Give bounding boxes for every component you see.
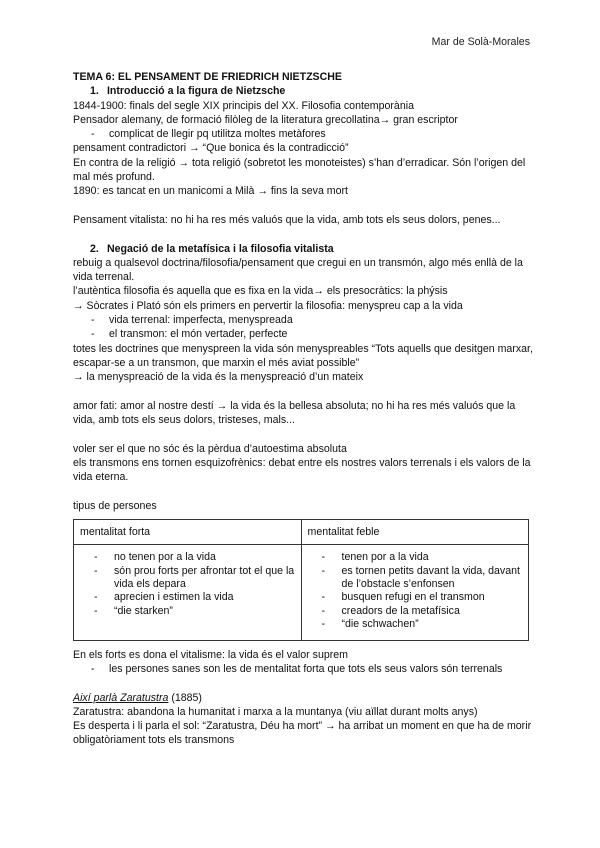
s1-bullet-1 bbox=[73, 127, 533, 141]
section-1-heading bbox=[73, 84, 533, 98]
list-item: - “die schwachen” bbox=[321, 618, 419, 631]
after-line-2: Zaratustra: abandona la humanitat i marxa a la muntanya (viu aïllat durant molts anys) bbox=[73, 705, 478, 718]
after-bullet-1-text: les persones sanes son les de mentalitat forta que tots els seus valors són terrenals bbox=[109, 662, 503, 675]
s1-line-6: Pensament vitalista: no hi ha res més valuós que la vida, amb tots els seus dolors, penes... bbox=[73, 213, 501, 226]
book-line bbox=[73, 691, 533, 705]
table-cell-strong bbox=[74, 545, 302, 640]
after-line-1: En els forts es dona el vitalisme: la vida és el valor suprem bbox=[73, 648, 348, 661]
s2-bullet-1-text: vida terrenal: imperfecta, menyspreada bbox=[109, 314, 293, 327]
book-title: Així parlà Zaratustra bbox=[73, 691, 169, 704]
mentality-table bbox=[73, 519, 529, 640]
s2-line-9: tipus de persones bbox=[73, 499, 157, 512]
section-2-number: 2. bbox=[90, 242, 99, 255]
table-header-strong: mentalitat forta bbox=[74, 520, 302, 545]
s1-line-4: En contra de la religió → tota religió (sobretot les monoteistes) s’han d’erradicar. Són l’origen del mal més profund. bbox=[73, 156, 526, 184]
section-2-title: Negació de la metafísica i la filosofia vitalista bbox=[106, 242, 334, 255]
list-item: - “die starken” bbox=[94, 604, 173, 617]
s2-line-8: els transmons ens tornen esquizofrènics: debat entre els nostres valors terrenals i els valors de la vida eterna. bbox=[73, 457, 531, 484]
section-1-title: Introducció a la figura de Nietzsche bbox=[106, 85, 286, 98]
list-item: - es tornen petits davant la vida, davant de l’obstacle s’enfonsen bbox=[321, 564, 520, 591]
document-body bbox=[73, 70, 533, 748]
list-item: - busquen refugi en el transmon bbox=[321, 591, 485, 604]
s2-line-4: totes les doctrines que menyspreen la vida són menyspreables “Tots aquells que desitgen marxar, escapar-se a un transmon, que marxin el més aviat possible” bbox=[73, 342, 533, 369]
table-cell-weak bbox=[301, 545, 529, 640]
section-1-number: 1. bbox=[90, 85, 99, 98]
table-header-row bbox=[74, 520, 529, 545]
weak-list bbox=[308, 551, 523, 631]
s1-line-5: 1890: es tancat en un manicomi a Milà → fins la seva mort bbox=[73, 185, 348, 198]
s2-bullet-2 bbox=[73, 327, 533, 341]
author-name: Mar de Solà-Morales bbox=[431, 36, 530, 48]
after-line-3: Es desperta i li parla el sol: “Zaratustra, Déu ha mort” → ha arribat un moment en que ha de morir obligatòriament tots els transmons bbox=[73, 720, 532, 747]
list-item: - tenen por a la vida bbox=[321, 551, 429, 564]
s2-line-2: l’autèntica filosofia és aquella que es fixa en la vida→ els presocràtics: la phýsis bbox=[73, 285, 448, 298]
s2-line-5: → la menyspreació de la vida és la menyspreació d’un mateix bbox=[73, 371, 364, 384]
s2-bullet-1 bbox=[73, 313, 533, 327]
bullet-dash: - bbox=[91, 128, 95, 141]
s2-bullet-2-text: el transmon: el món vertader, perfecte bbox=[109, 328, 288, 341]
list-item: - aprecien i estimen la vida bbox=[94, 591, 234, 604]
list-item: - no tenen por a la vida bbox=[94, 551, 216, 564]
document-title: TEMA 6: EL PENSAMENT DE FRIEDRICH NIETZSCHE bbox=[73, 71, 342, 83]
list-item: - creadors de la metafísica bbox=[321, 604, 460, 617]
bullet-dash: - bbox=[91, 328, 95, 341]
s2-line-6: amor fati: amor al nostre destí → la vida és la bellesa absoluta; no hi ha res més valuós que la vida, amb tots els seus dolors, tristeses, mals... bbox=[73, 399, 516, 427]
s1-line-3: pensament contradictori → “Que bonica és la contradicció” bbox=[73, 142, 349, 155]
bullet-dash: - bbox=[91, 314, 95, 327]
s1-line-1: 1844-1900: finals del segle XIX principis del XX. Filosofia contemporània bbox=[73, 99, 414, 112]
after-bullet-1 bbox=[73, 662, 533, 676]
section-2-heading bbox=[73, 242, 533, 256]
bullet-dash: - bbox=[91, 662, 95, 675]
table-header-weak: mentalitat feble bbox=[301, 520, 529, 545]
s1-bullet-1-text: complicat de llegir pq utilitza moltes metàfores bbox=[109, 128, 326, 141]
s2-line-1: rebuig a qualsevol doctrina/filosofia/pensament que cregui en un transmón, algo més enllà de la vida terrenal. bbox=[73, 256, 523, 284]
s2-line-7: voler ser el que no sóc és la pèrdua d’autoestima absoluta bbox=[73, 442, 347, 455]
list-item: - són prou forts per afrontar tot el que la vida els depara bbox=[94, 564, 295, 591]
strong-list bbox=[80, 551, 295, 618]
book-year: (1885) bbox=[168, 691, 202, 704]
s2-line-3: → Sòcrates i Plató són els primers en pervertir la filosofia: menyspreu cap a la vida bbox=[73, 299, 463, 312]
table-body-row bbox=[74, 545, 529, 640]
s1-line-2: Pensador alemany, de formació filòleg de la literatura grecollatina→ gran escriptor bbox=[73, 113, 458, 126]
